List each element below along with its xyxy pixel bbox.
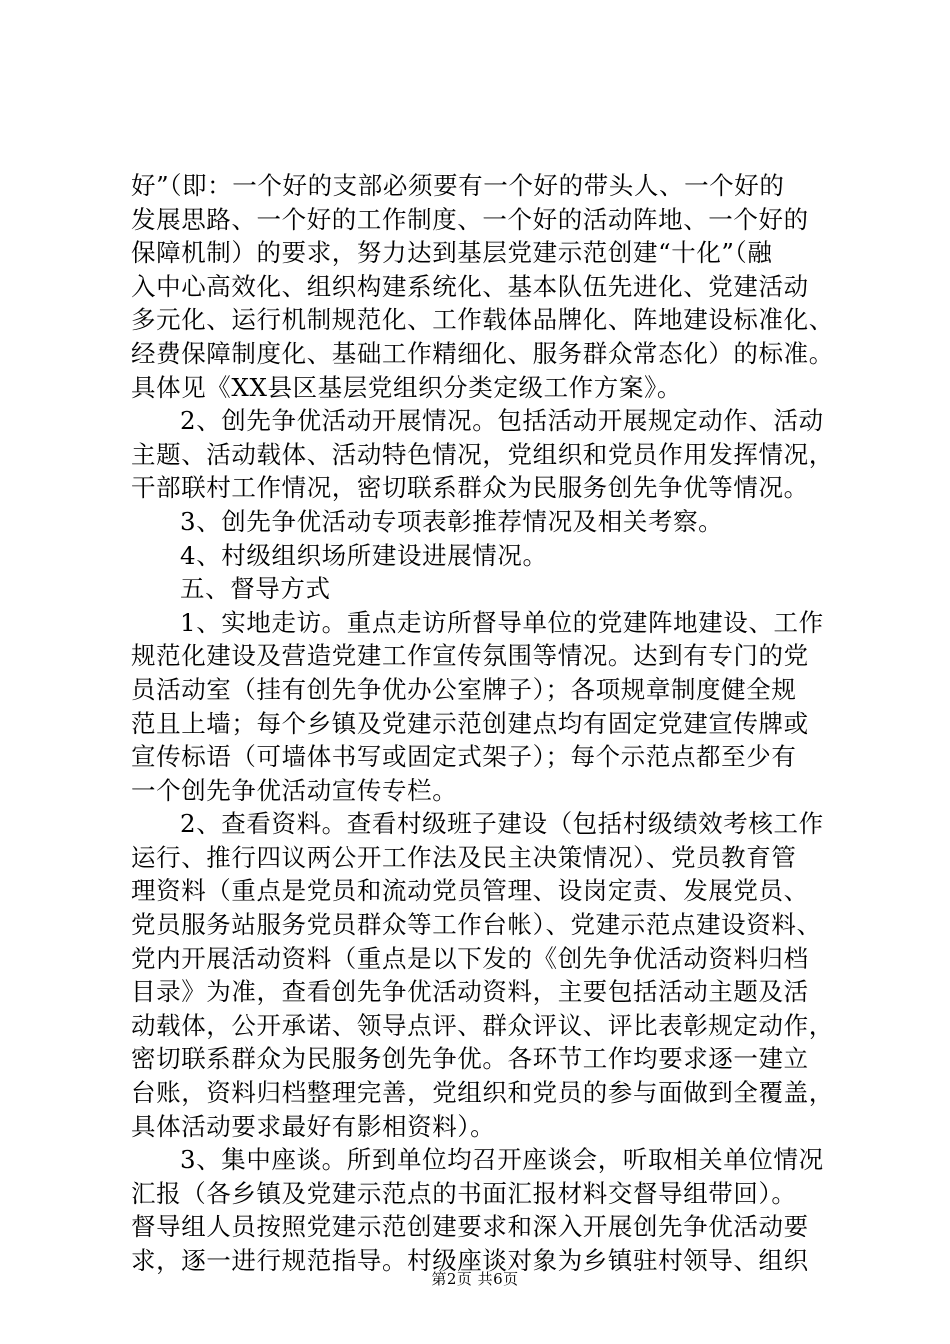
page-number-footer: 第2页 共6页 (431, 1270, 519, 1288)
text-line: 2、查看资料。查看村级班子建设（包括村级绩效考核工作 (180, 809, 824, 839)
text-line: 入中心高效化、组织构建系统化、基本队伍先进化、党建活动 (131, 271, 809, 301)
text-line: 范且上墙；每个乡镇及党建示范创建点均有固定党建宣传牌或 (131, 708, 809, 738)
text-line: 目录》为准，查看创先争优活动资料，主要包括活动主题及活 (131, 977, 809, 1007)
text-line: 五、督导方式 (180, 574, 331, 604)
text-line: 3、创先争优活动专项表彰推荐情况及相关考察。 (180, 506, 724, 536)
text-line: 多元化、运行机制规范化、工作载体品牌化、阵地建设标准化、 (131, 305, 834, 335)
text-line: 1、实地走访。重点走访所督导单位的党建阵地建设、工作 (180, 607, 824, 637)
text-line: 好”（即：一个好的支部必须要有一个好的带头人、一个好的 (131, 171, 785, 200)
text-line: 具体活动要求最好有影相资料）。 (131, 1111, 496, 1141)
text-line: 党员服务站服务党员群众等工作台帐）、党建示范点建设资料、 (131, 910, 822, 940)
text-line: 一个创先争优活动宣传专栏。 (131, 775, 458, 805)
text-line: 3、集中座谈。所到单位均召开座谈会，听取相关单位情况 (180, 1145, 824, 1175)
text-line: 主题、活动载体、活动特色情况，党组织和党员作用发挥情况， (131, 439, 834, 469)
text-line: 汇报（各乡镇及党建示范点的书面汇报材料交督导组带回）。 (131, 1178, 797, 1208)
text-line: 动载体，公开承诺、领导点评、群众评议、评比表彰规定动作， (131, 1010, 834, 1040)
text-line: 规范化建设及营造党建工作宣传氛围等情况。达到有专门的党 (131, 641, 809, 671)
text-line: 4、村级组织场所建设进展情况。 (180, 540, 548, 570)
text-line: 督导组人员按照党建示范创建要求和深入开展创先争优活动要 (131, 1212, 809, 1242)
text-line: 具体见《XX县区基层党组织分类定级工作方案》。 (131, 372, 682, 402)
text-line: 2、创先争优活动开展情况。包括活动开展规定动作、活动 (180, 406, 824, 436)
document-body (131, 169, 841, 1278)
text-line: 运行、推行四议两公开工作法及民主决策情况）、党员教育管 (131, 842, 797, 872)
text-line: 经费保障制度化、基础工作精细化、服务群众常态化）的标准。 (131, 338, 834, 368)
text-line: 干部联村工作情况，密切联系群众为民服务创先争优等情况。 (131, 473, 809, 503)
text-line: 发展思路、一个好的工作制度、一个好的活动阵地、一个好的 (131, 204, 809, 234)
text-line: 理资料（重点是党员和流动党员管理、设岗定责、发展党员、 (131, 876, 809, 906)
text-line: 保障机制）的要求，努力达到基层党建示范创建“十化”（融 (131, 238, 773, 268)
text-line: 宣传标语（可墙体书写或固定式架子）；每个示范点都至少有 (131, 742, 797, 772)
text-line: 党内开展活动资料（重点是以下发的《创先争优活动资料归档 (131, 943, 809, 973)
text-line: 密切联系群众为民服务创先争优。各环节工作均要求逐一建立 (131, 1044, 809, 1074)
text-line: 员活动室（挂有创先争优办公室牌子）；各项规章制度健全规 (131, 674, 797, 704)
text-line: 求，逐一进行规范指导。村级座谈对象为乡镇驻村领导、组织 (131, 1246, 809, 1275)
text-line: 台账，资料归档整理完善，党组织和党员的参与面做到全覆盖， (131, 1078, 834, 1108)
